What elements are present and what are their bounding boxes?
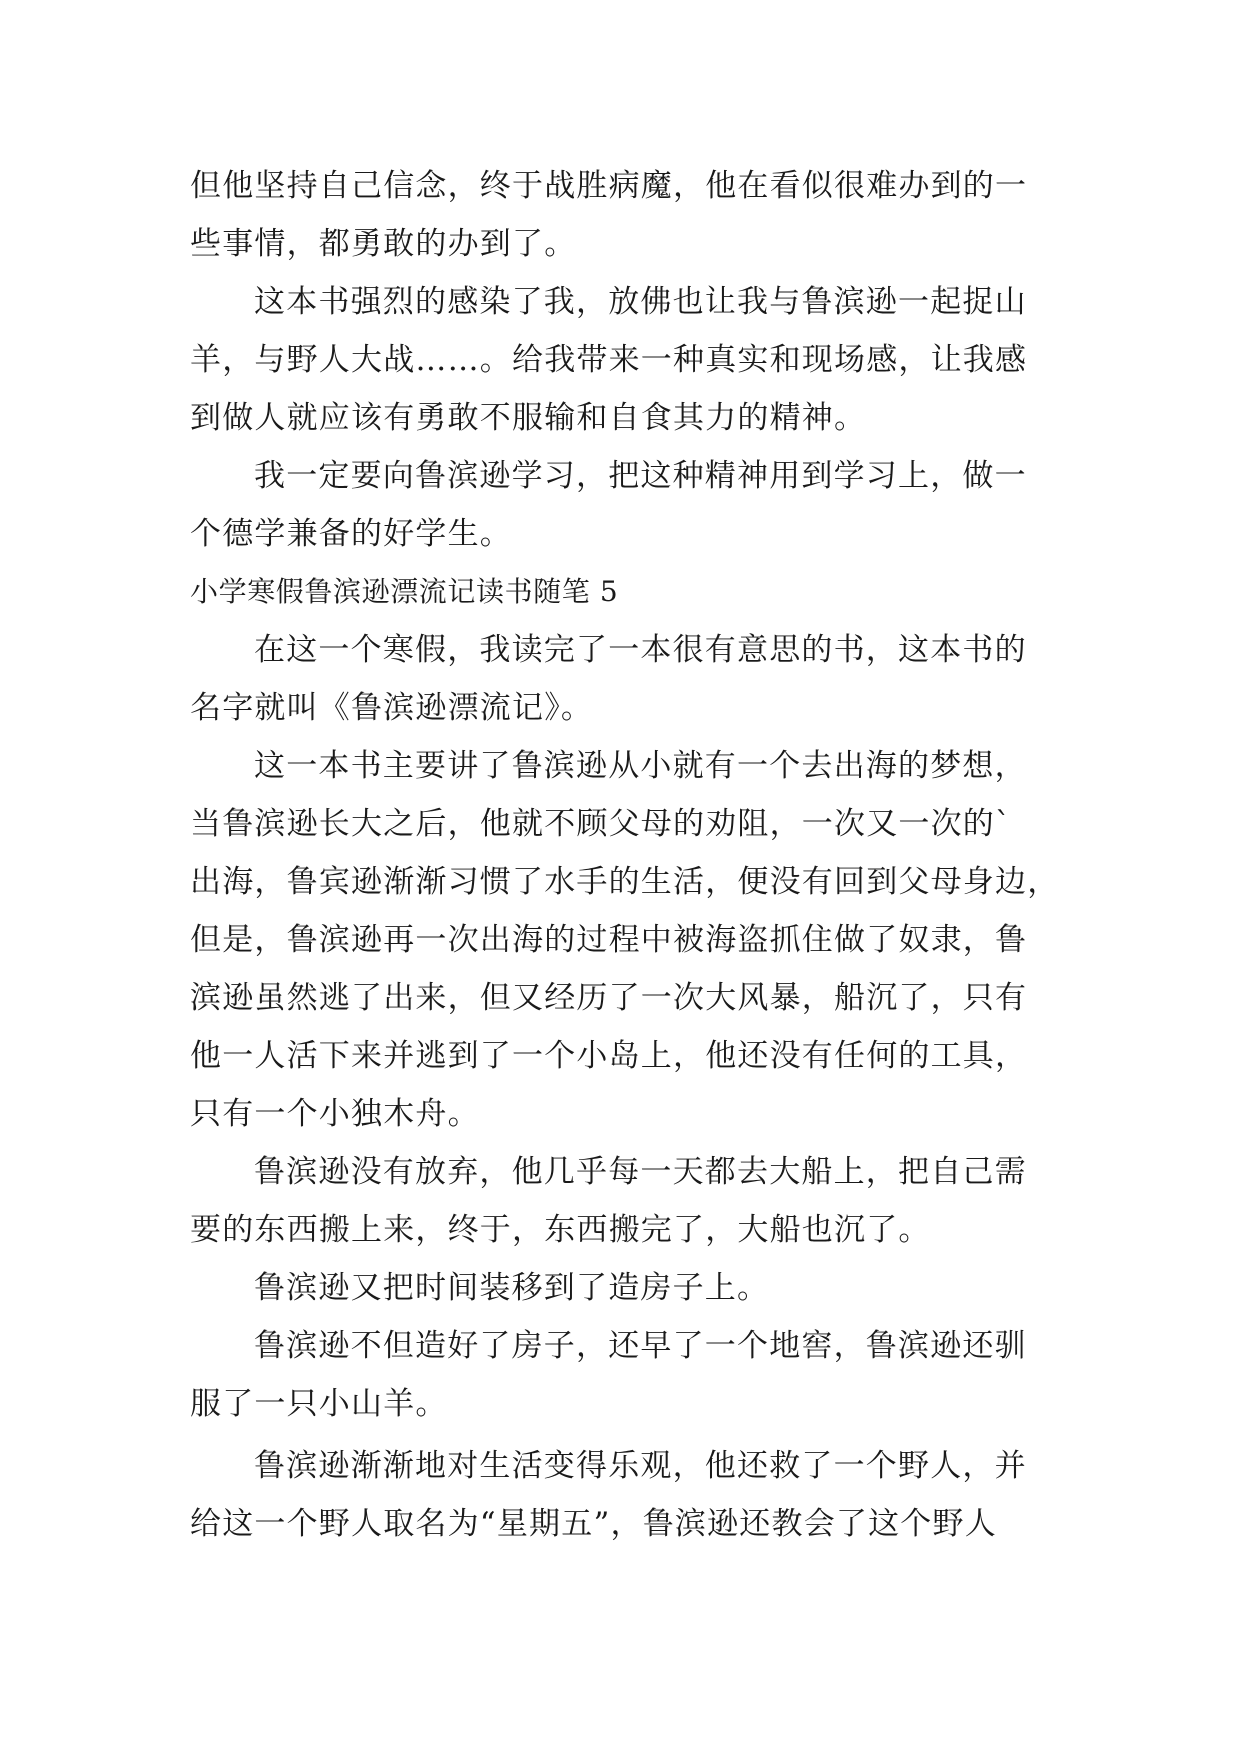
paragraph-start-line: 鲁滨逊不但造好了房子，还早了一个地窖，鲁滨逊还驯 (254, 1328, 1027, 1364)
text-line: 但他坚持自己信念，终于战胜病魔，他在看似很难办到的一 (190, 168, 1028, 204)
text-line: 服了一只小山羊。 (190, 1386, 448, 1422)
text-line: 滨逊虽然逃了出来，但又经历了一次大风暴，船沉了，只有 (190, 980, 1028, 1016)
text-line: 只有一个小独木舟。 (190, 1096, 480, 1132)
paragraph-start-line: 我一定要向鲁滨逊学习，把这种精神用到学习上，做一 (254, 458, 1027, 494)
text-line: 些事情，都勇敢的办到了。 (190, 226, 577, 262)
paragraph-start-line: 鲁滨逊又把时间装移到了造房子上。 (254, 1270, 770, 1306)
text-line: 给这一个野人取名为“星期五”，鲁滨逊还教会了这个野人 (190, 1506, 997, 1542)
text-line: 个德学兼备的好学生。 (190, 516, 512, 552)
paragraph-start-line: 鲁滨逊没有放弃，他几乎每一天都去大船上，把自己需 (254, 1154, 1027, 1190)
text-line: 当鲁滨逊长大之后，他就不顾父母的劝阻，一次又一次的` (190, 806, 1012, 842)
text-line: 羊，与野人大战……。给我带来一种真实和现场感，让我感 (190, 342, 1028, 378)
text-line: 出海，鲁宾逊渐渐习惯了水手的生活，便没有回到父母身边， (190, 864, 1060, 900)
paragraph-start-line: 鲁滨逊渐渐地对生活变得乐观，他还救了一个野人，并 (254, 1448, 1027, 1484)
paragraph-start-line: 这本书强烈的感染了我，放佛也让我与鲁滨逊一起捉山 (254, 284, 1027, 320)
text-line: 但是，鲁滨逊再一次出海的过程中被海盗抓住做了奴隶，鲁 (190, 922, 1028, 958)
text-line: 到做人就应该有勇敢不服输和自食其力的精神。 (190, 400, 867, 436)
paragraph-start-line: 这一本书主要讲了鲁滨逊从小就有一个去出海的梦想， (254, 748, 1027, 784)
section-heading: 小学寒假鲁滨逊漂流记读书随笔 5 (190, 575, 619, 608)
text-line: 他一人活下来并逃到了一个小岛上，他还没有任何的工具， (190, 1038, 1028, 1074)
text-line: 要的东西搬上来，终于，东西搬完了，大船也沉了。 (190, 1212, 931, 1248)
text-line: 名字就叫《鲁滨逊漂流记》。 (190, 690, 594, 726)
paragraph-start-line: 在这一个寒假，我读完了一本很有意思的书，这本书的 (254, 632, 1027, 668)
